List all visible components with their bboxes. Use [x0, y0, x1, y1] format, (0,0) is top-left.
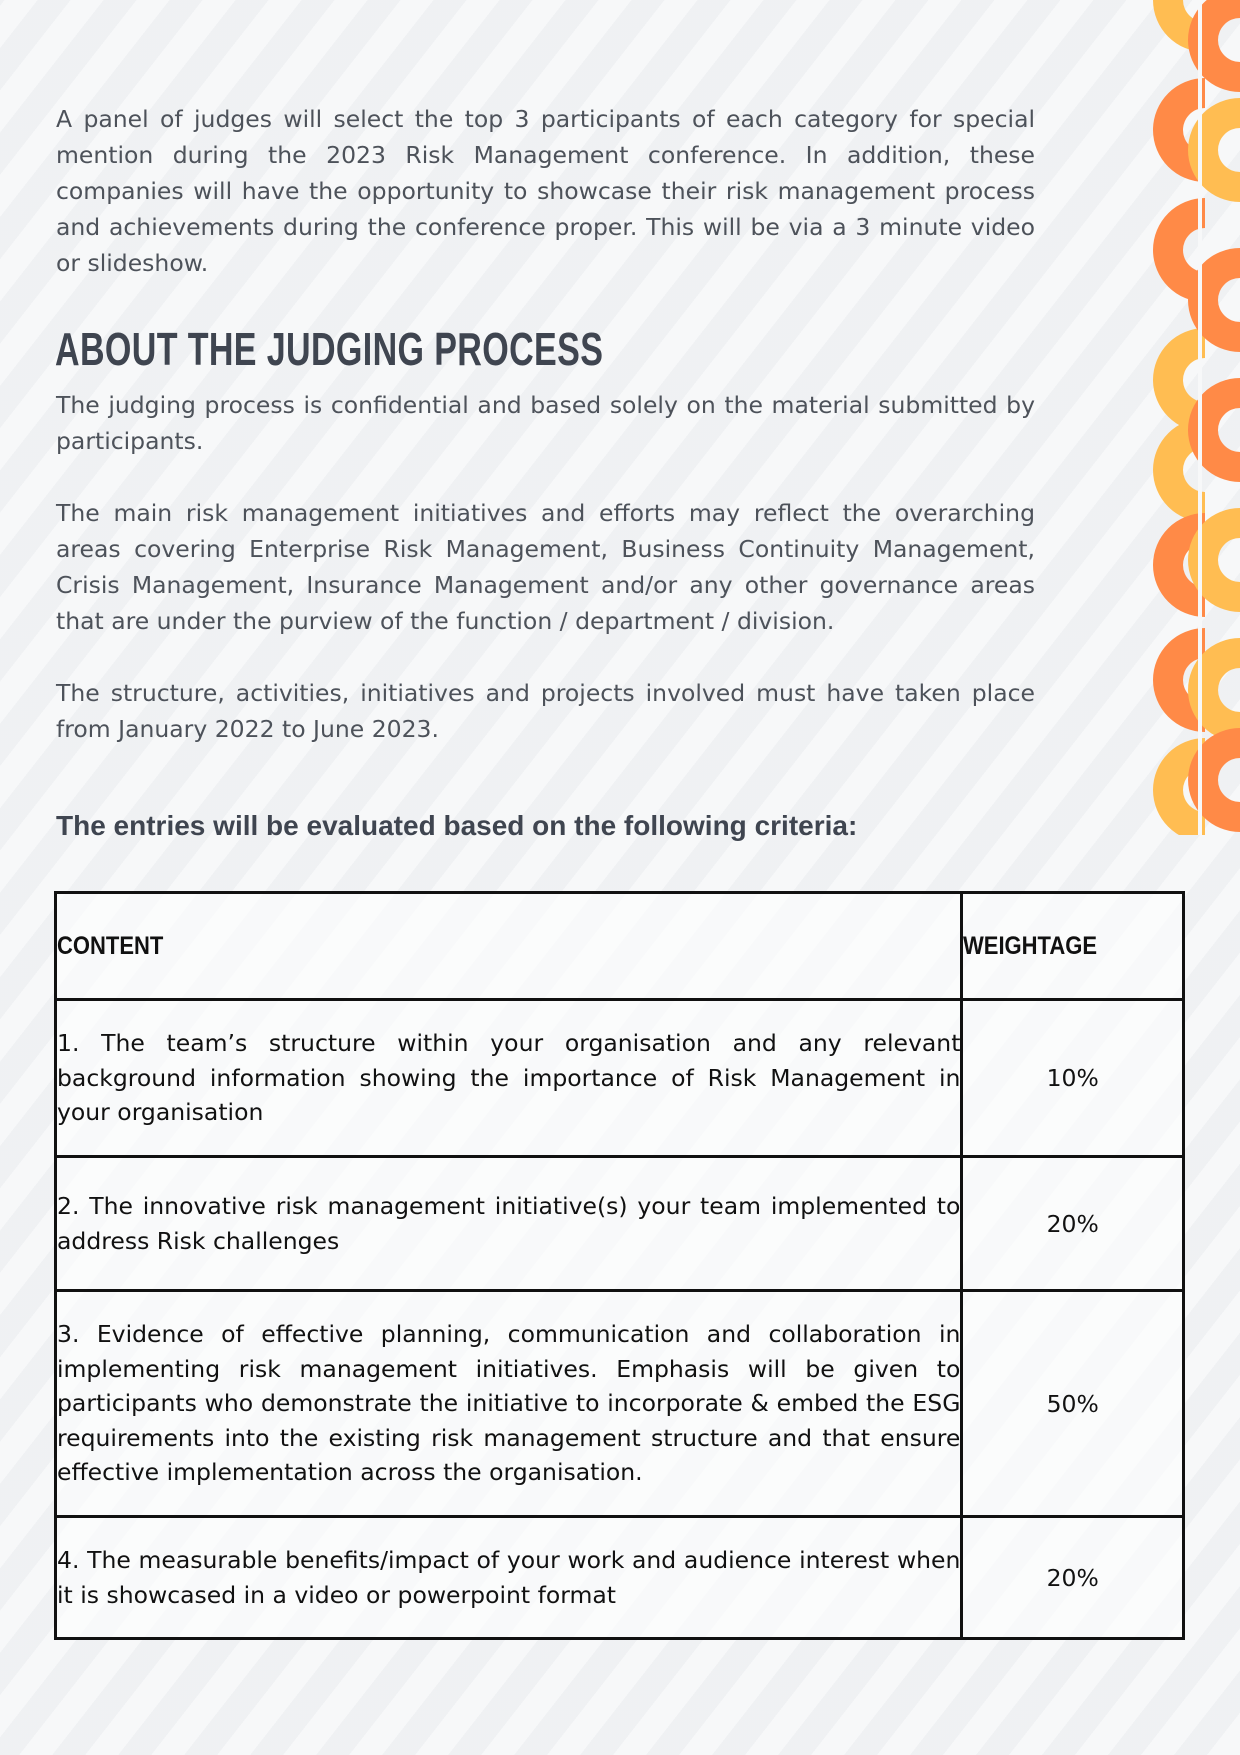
- criterion-weightage-cell: 10%: [962, 1000, 1184, 1157]
- decorative-arc-shape: [1188, 0, 1240, 92]
- table-header-row: [56, 893, 1184, 1000]
- criterion-weightage-cell: 50%: [962, 1291, 1184, 1517]
- table-row: [56, 1517, 1184, 1639]
- decorative-arc-shape: [1188, 98, 1240, 202]
- content-column-header: CONTENT: [56, 893, 962, 1000]
- judging-paragraph-3: The structure, activities, initiatives and projects involved must have taken place from January 2022 to June 2023.: [56, 679, 1035, 743]
- weightage-column-header: WEIGHTAGE: [962, 893, 1184, 1000]
- intro-paragraph: A panel of judges will select the top 3 participants of each category for special mention during the 2023 Risk Management conference. In addition, these companies will have the opportunity to showcase their risk management process and achievements during the conference proper. This will be via a 3 minute video or slideshow.: [56, 105, 1035, 277]
- decorative-arcs-graphic: [1090, 0, 1240, 835]
- judging-paragraph-1: The judging process is confidential and based solely on the material submitted by participants.: [56, 391, 1035, 455]
- criterion-content-cell: 2. The innovative risk management initiative(s) your team implemented to address Risk challenges: [56, 1157, 962, 1291]
- criteria-table: [54, 891, 1185, 1640]
- table-row: [56, 1000, 1184, 1157]
- criterion-weightage-cell: 20%: [962, 1517, 1184, 1639]
- judging-process-heading: ABOUT THE JUDGING PROCESS: [55, 323, 604, 375]
- decorative-arc-shape: [1188, 378, 1240, 482]
- criterion-content-cell: 4. The measurable benefits/impact of your work and audience interest when it is showcased in a video or powerpoint format: [56, 1517, 962, 1639]
- criteria-heading: The entries will be evaluated based on the following criteria:: [56, 810, 858, 841]
- criterion-weightage-cell: 20%: [962, 1157, 1184, 1291]
- table-row: [56, 1291, 1184, 1517]
- table-row: [56, 1157, 1184, 1291]
- judging-paragraph-2: The main risk management initiatives and efforts may reflect the overarching areas covering Enterprise Risk Management, Business Continuity Management, Crisis Management, Insurance Management and/or any other governance areas that are under the purview of the function / department / division.: [56, 499, 1035, 635]
- criterion-content-cell: 3. Evidence of effective planning, communication and collaboration in implementing risk management initiatives. Emphasis will be given to participants who demonstrate the initiative to incorporate & embed the ESG requirements into the existing risk management structure and that ensure effective implementation across the organisation.: [56, 1291, 962, 1517]
- decorative-divider: [1198, 0, 1202, 835]
- criterion-content-cell: 1. The team’s structure within your organisation and any relevant background information showing the importance of Risk Management in your organisation: [56, 1000, 962, 1157]
